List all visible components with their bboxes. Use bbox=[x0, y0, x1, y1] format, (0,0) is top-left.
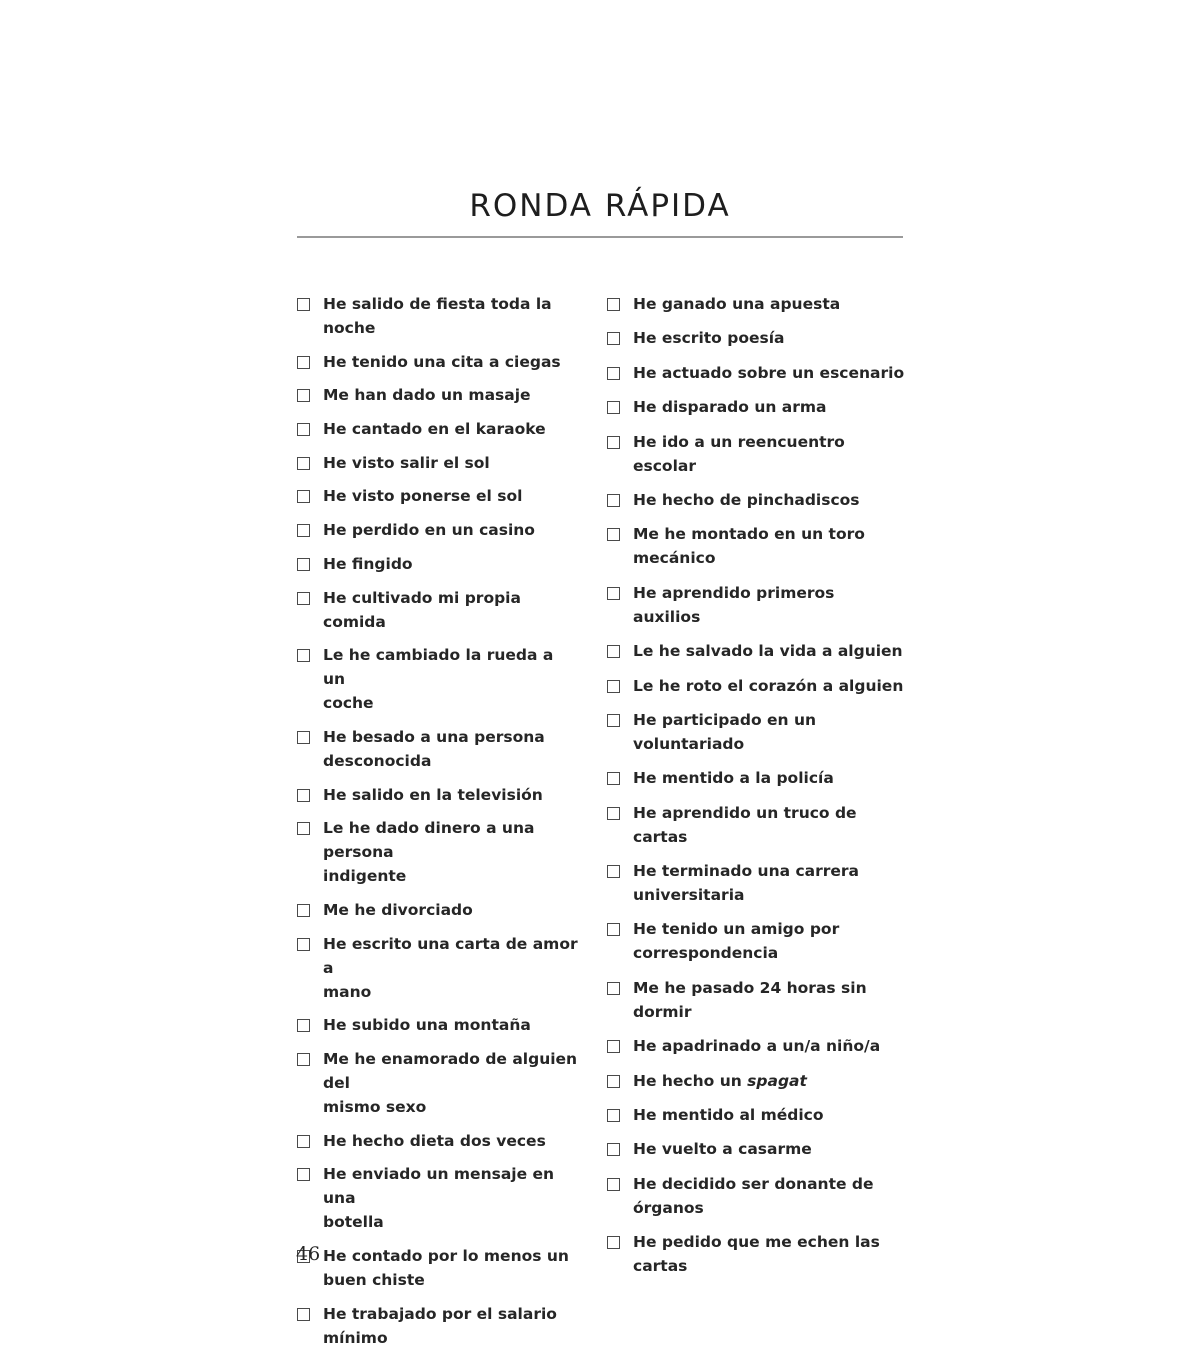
checkbox[interactable] bbox=[297, 1168, 310, 1181]
checkbox[interactable] bbox=[297, 592, 310, 605]
checklist-item-label: He aprendido un truco de cartas bbox=[633, 803, 857, 846]
checklist-item bbox=[606, 976, 906, 1024]
checkbox[interactable] bbox=[607, 332, 620, 345]
checklist-item-label: He salido en la televisión bbox=[323, 785, 543, 804]
checklist-item-label: He salido de fiesta toda la noche bbox=[323, 295, 552, 337]
checklist-item-label: Me he pasado 24 horas sin dormir bbox=[633, 978, 867, 1021]
checkbox[interactable] bbox=[607, 1075, 620, 1088]
checklist-item bbox=[296, 898, 578, 922]
checkbox[interactable] bbox=[607, 367, 620, 380]
checklist-item-label: He hecho de pinchadiscos bbox=[633, 490, 860, 509]
checklist-item-label: Me han dado un masaje bbox=[323, 386, 531, 405]
checklist-item bbox=[606, 581, 906, 629]
checklist-item-label: He trabajado por el salario mínimo bbox=[323, 1304, 557, 1347]
checklist-item bbox=[296, 350, 578, 374]
checklist-item-label: Le he roto el corazón a alguien bbox=[633, 676, 904, 695]
checklist-item bbox=[296, 643, 578, 715]
checklist-item-label: He ido a un reencuentro escolar bbox=[633, 432, 845, 475]
checklist-item bbox=[606, 801, 906, 849]
checkbox[interactable] bbox=[297, 822, 310, 835]
checkbox[interactable] bbox=[297, 1135, 310, 1148]
checklist-item-label: He aprendido primeros auxilios bbox=[633, 583, 835, 626]
checklist-item bbox=[296, 552, 578, 576]
checkbox[interactable] bbox=[607, 528, 620, 541]
checklist-item bbox=[606, 1034, 906, 1058]
checkbox[interactable] bbox=[297, 298, 310, 311]
checklist-item bbox=[606, 1103, 906, 1127]
checklist-item-label: He cantado en el karaoke bbox=[323, 420, 546, 439]
checklist-item bbox=[296, 292, 578, 340]
checklist-item-label: Me he divorciado bbox=[323, 900, 473, 919]
checkbox[interactable] bbox=[607, 298, 620, 311]
checklist-item bbox=[606, 1069, 906, 1093]
checkbox[interactable] bbox=[607, 1040, 620, 1053]
checklist-item bbox=[296, 1302, 578, 1350]
checklist-item-label: Me he montado en un toro mecánico bbox=[633, 525, 865, 568]
checklist-item-label: He visto salir el sol bbox=[323, 453, 490, 472]
checkbox[interactable] bbox=[607, 772, 620, 785]
checklist-item bbox=[606, 639, 906, 663]
checkbox[interactable] bbox=[297, 457, 310, 470]
checkbox[interactable] bbox=[297, 1308, 310, 1321]
checklist-item-label: Le he salvado la vida a alguien bbox=[633, 642, 903, 661]
checkbox[interactable] bbox=[297, 649, 310, 662]
checklist-item bbox=[296, 1047, 578, 1119]
checklist-item-label: He tenido una cita a ciegas bbox=[323, 352, 561, 371]
checklist-item-label: Me he enamorado de alguien del mismo sexo bbox=[323, 1050, 578, 1116]
checklist-item-label: He hecho un spagat bbox=[633, 1071, 807, 1090]
checkbox[interactable] bbox=[607, 1143, 620, 1156]
checkbox[interactable] bbox=[297, 938, 310, 951]
checklist-item-label: He decidido ser donante de órganos bbox=[633, 1174, 874, 1217]
checkbox[interactable] bbox=[607, 680, 620, 693]
checklist-item bbox=[606, 674, 906, 698]
checklist-item bbox=[296, 725, 578, 773]
checklist-item bbox=[296, 783, 578, 807]
checklist-item bbox=[606, 766, 906, 790]
title-divider bbox=[297, 236, 903, 238]
checklist-item-label: He fingido bbox=[323, 554, 413, 573]
checklist-item-label: He participado en un voluntariado bbox=[633, 710, 817, 753]
checkbox[interactable] bbox=[297, 423, 310, 436]
checklist-item bbox=[296, 518, 578, 542]
checklist-item bbox=[296, 417, 578, 441]
checklist-item bbox=[296, 1129, 578, 1153]
checklist-left-column bbox=[296, 292, 578, 1359]
checkbox[interactable] bbox=[297, 904, 310, 917]
checkbox[interactable] bbox=[607, 1178, 620, 1191]
checklist-item-label: He mentido al médico bbox=[633, 1106, 824, 1125]
checklist-item bbox=[606, 859, 906, 907]
checklist-item-label: He pedido que me echen las cartas bbox=[633, 1233, 880, 1276]
checklist-item bbox=[296, 451, 578, 475]
checkbox[interactable] bbox=[607, 714, 620, 727]
checkbox[interactable] bbox=[297, 490, 310, 503]
checkbox[interactable] bbox=[297, 558, 310, 571]
checklist-item-label: He ganado una apuesta bbox=[633, 295, 841, 313]
checklist-item bbox=[606, 1172, 906, 1220]
checklist-item bbox=[296, 816, 578, 888]
checklist-item bbox=[296, 484, 578, 508]
checklist-item-label: He escrito poesía bbox=[633, 329, 785, 348]
checkbox[interactable] bbox=[607, 587, 620, 600]
checkbox[interactable] bbox=[607, 1109, 620, 1122]
page-number: 46 bbox=[296, 1243, 321, 1265]
checklist-item-label: Le he dado dinero a una persona indigente bbox=[323, 819, 535, 886]
checklist-item-label: He perdido en un casino bbox=[323, 521, 535, 540]
checklist-item bbox=[606, 708, 906, 756]
checklist-item-label: He terminado una carrera universitaria bbox=[633, 862, 860, 905]
checklist-item-label: He actuado sobre un escenario bbox=[633, 363, 905, 382]
checklist-item-label: He cultivado mi propia comida bbox=[323, 588, 521, 631]
checklist-right-column bbox=[606, 292, 906, 1289]
checklist-item bbox=[606, 1230, 906, 1278]
checkbox[interactable] bbox=[607, 923, 620, 936]
checklist-item-label: He escrito una carta de amor a mano bbox=[323, 934, 578, 1001]
checkbox[interactable] bbox=[297, 1053, 310, 1066]
checklist-item bbox=[606, 1137, 906, 1161]
checklist-item-label: He hecho dieta dos veces bbox=[323, 1131, 546, 1150]
checklist-item bbox=[296, 1013, 578, 1037]
checklist-item-label: He visto ponerse el sol bbox=[323, 487, 523, 506]
checklist-item-label: He disparado un arma bbox=[633, 398, 827, 417]
checklist-item bbox=[606, 326, 906, 350]
checklist-item-label: Le he cambiado la rueda a un coche bbox=[323, 646, 554, 713]
checklist-item bbox=[606, 488, 906, 512]
checkbox[interactable] bbox=[607, 645, 620, 658]
checkbox[interactable] bbox=[607, 1236, 620, 1249]
checkbox[interactable] bbox=[297, 356, 310, 369]
checkbox[interactable] bbox=[607, 807, 620, 820]
checklist-item bbox=[296, 383, 578, 407]
checklist-item-label: He subido una montaña bbox=[323, 1016, 531, 1035]
checkbox[interactable] bbox=[297, 1019, 310, 1032]
checkbox[interactable] bbox=[607, 865, 620, 878]
page-title: RONDA RÁPIDA bbox=[469, 188, 731, 224]
checkbox[interactable] bbox=[607, 436, 620, 449]
checklist-item-label: He tenido un amigo por correspondencia bbox=[633, 920, 840, 963]
checklist-item bbox=[296, 1244, 578, 1292]
checklist-item bbox=[606, 917, 906, 965]
checklist-item bbox=[606, 430, 906, 478]
checklist-item-label: He besado a una persona desconocida bbox=[323, 727, 545, 770]
checkbox[interactable] bbox=[607, 401, 620, 414]
checkbox[interactable] bbox=[297, 389, 310, 402]
checkbox[interactable] bbox=[607, 982, 620, 995]
checklist-item bbox=[606, 522, 906, 570]
checklist-item-label: He contado por lo menos un buen chiste bbox=[323, 1247, 569, 1290]
checklist-item bbox=[606, 361, 906, 385]
checkbox[interactable] bbox=[607, 494, 620, 507]
checkbox[interactable] bbox=[297, 731, 310, 744]
checkbox[interactable] bbox=[297, 524, 310, 537]
checklist-item-label: He enviado un mensaje en una botella bbox=[323, 1165, 555, 1232]
checklist-item bbox=[296, 586, 578, 634]
checklist-item bbox=[606, 292, 906, 316]
checklist-item bbox=[606, 395, 906, 419]
checklist-item-label: He apadrinado a un/a niño/a bbox=[633, 1037, 881, 1056]
checklist-item bbox=[296, 1162, 578, 1234]
checkbox[interactable] bbox=[297, 789, 310, 802]
checklist-item bbox=[296, 932, 578, 1004]
checklist-item-label: He mentido a la policía bbox=[633, 769, 834, 788]
checklist-item-label: He vuelto a casarme bbox=[633, 1140, 812, 1159]
